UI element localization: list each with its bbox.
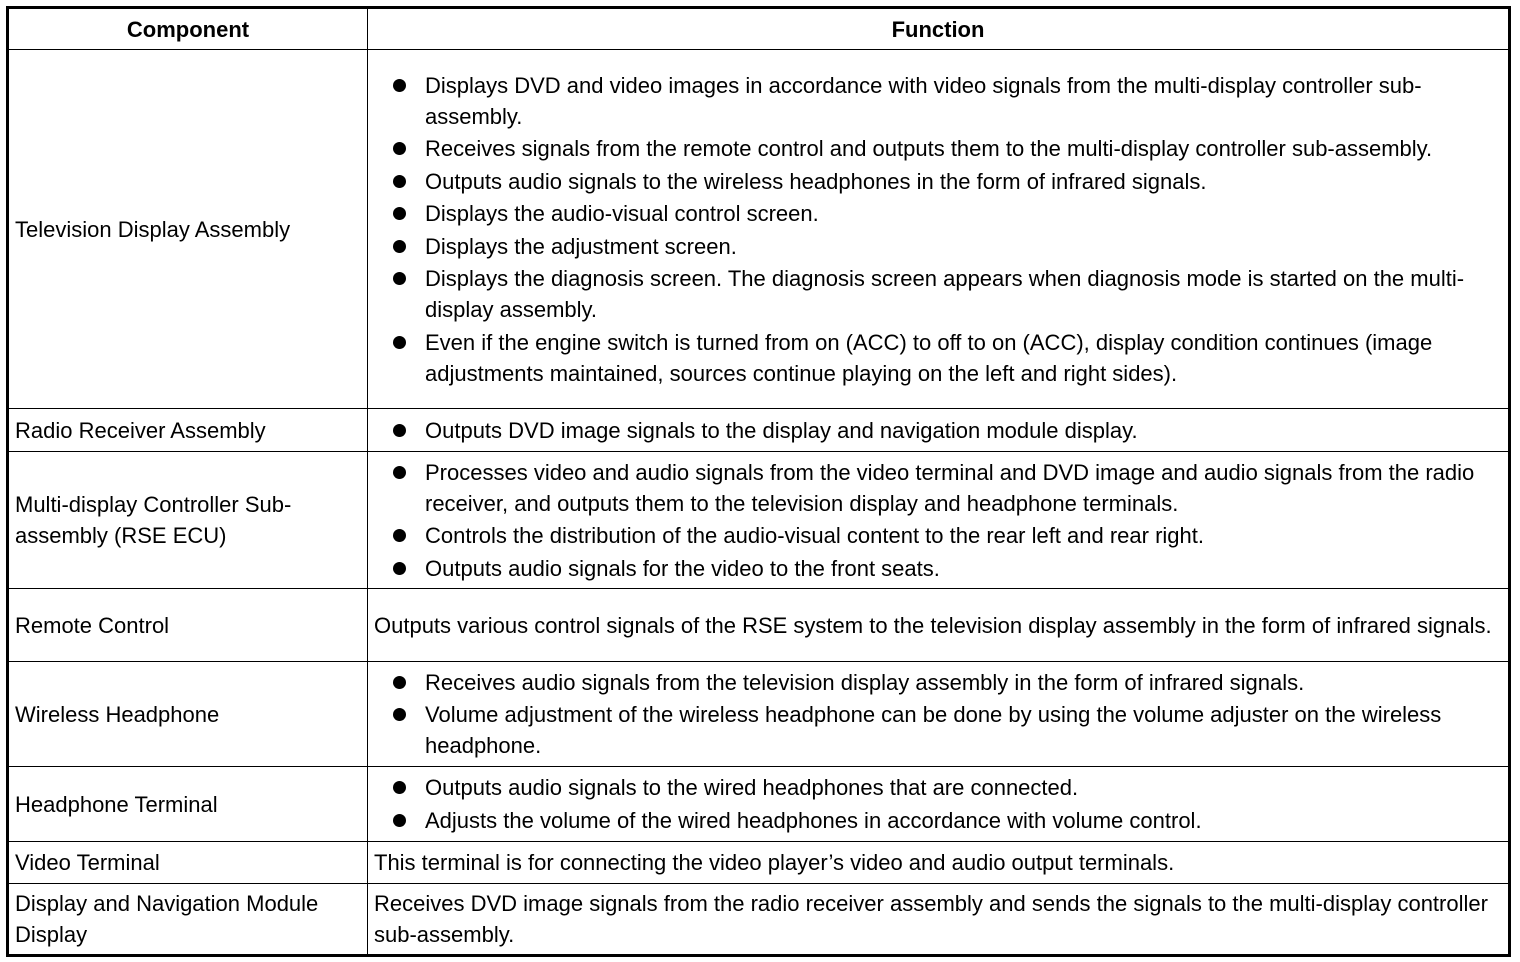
component-column-header: Component xyxy=(8,8,368,50)
component-cell: Video Terminal xyxy=(8,842,368,884)
table-row xyxy=(8,409,1510,452)
function-bullet-list xyxy=(374,70,1502,389)
function-bullet: Controls the distribution of the audio-visual content to the rear left and rear right. xyxy=(393,520,1502,551)
component-cell: Multi-display Controller Sub-assembly (RSE ECU) xyxy=(8,452,368,589)
function-cell xyxy=(368,767,1510,842)
function-bullet: Outputs audio signals to the wired headphones that are connected. xyxy=(393,772,1502,803)
component-cell: Display and Navigation Module Display xyxy=(8,884,368,956)
function-bullet: Displays the adjustment screen. xyxy=(393,231,1502,262)
function-bullet: Receives audio signals from the television display assembly in the form of infrared signals. xyxy=(393,667,1502,698)
function-bullet: Displays the audio-visual control screen. xyxy=(393,198,1502,229)
function-bullet-list xyxy=(374,457,1502,584)
function-bullet-list xyxy=(374,772,1502,836)
component-function-table xyxy=(6,6,1511,957)
component-cell: Headphone Terminal xyxy=(8,767,368,842)
function-text: Receives DVD image signals from the radio receiver assembly and sends the signals to the multi-display controller sub-assembly. xyxy=(374,891,1488,947)
function-column-header: Function xyxy=(368,8,1510,50)
function-bullet-list xyxy=(374,415,1502,446)
component-cell: Remote Control xyxy=(8,589,368,662)
table-row xyxy=(8,767,1510,842)
function-bullet: Adjusts the volume of the wired headphones in accordance with volume control. xyxy=(393,805,1502,836)
component-cell: Wireless Headphone xyxy=(8,662,368,767)
function-text: Outputs various control signals of the RSE system to the television display assembly in the form of infrared signals. xyxy=(374,612,1492,638)
function-cell xyxy=(368,842,1510,884)
function-bullet: Receives signals from the remote control and outputs them to the multi-display controller sub-assembly. xyxy=(393,133,1502,164)
function-bullet: Processes video and audio signals from the video terminal and DVD image and audio signals from the radio receiver, and outputs them to the television display and headphone terminals. xyxy=(393,457,1502,519)
table-row xyxy=(8,884,1510,956)
table-row xyxy=(8,50,1510,409)
table-row xyxy=(8,452,1510,589)
table-row xyxy=(8,662,1510,767)
component-cell: Radio Receiver Assembly xyxy=(8,409,368,452)
function-bullet: Volume adjustment of the wireless headphone can be done by using the volume adjuster on the wireless headphone. xyxy=(393,699,1502,761)
function-cell xyxy=(368,589,1510,662)
component-cell: Television Display Assembly xyxy=(8,50,368,409)
function-cell xyxy=(368,50,1510,409)
function-bullet: Outputs DVD image signals to the display and navigation module display. xyxy=(393,415,1502,446)
function-cell xyxy=(368,452,1510,589)
function-bullet-list xyxy=(374,667,1502,762)
table-row xyxy=(8,842,1510,884)
function-cell xyxy=(368,884,1510,956)
header-row xyxy=(8,8,1510,50)
function-cell xyxy=(368,409,1510,452)
function-cell xyxy=(368,662,1510,767)
function-bullet: Outputs audio signals to the wireless headphones in the form of infrared signals. xyxy=(393,166,1502,197)
table-row xyxy=(8,589,1510,662)
function-bullet: Outputs audio signals for the video to the front seats. xyxy=(393,553,1502,584)
function-bullet: Even if the engine switch is turned from on (ACC) to off to on (ACC), display condition continues (image adjustments maintained, sources continue playing on the left and right sides). xyxy=(393,327,1502,389)
function-bullet: Displays the diagnosis screen. The diagnosis screen appears when diagnosis mode is started on the multi-display assembly. xyxy=(393,263,1502,325)
function-bullet: Displays DVD and video images in accordance with video signals from the multi-display controller sub-assembly. xyxy=(393,70,1502,132)
function-text: This terminal is for connecting the video player’s video and audio output terminals. xyxy=(374,850,1175,875)
